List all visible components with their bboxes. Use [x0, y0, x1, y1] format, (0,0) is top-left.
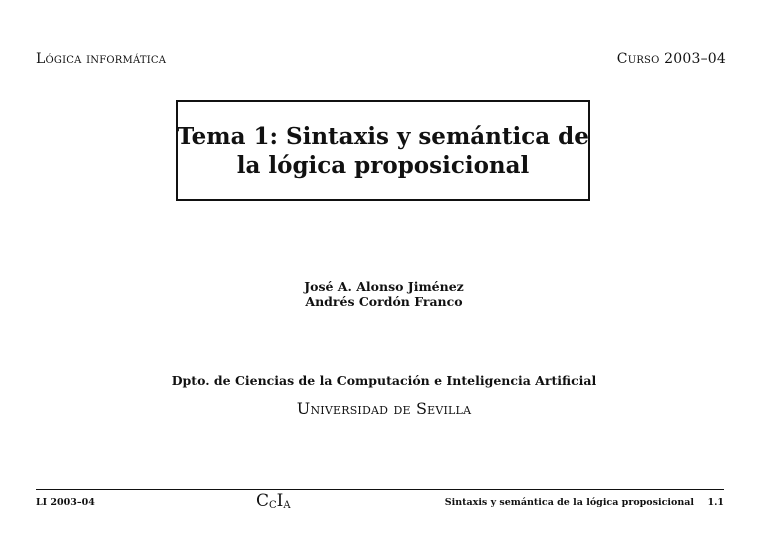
footer-course-code: LI 2003–04	[36, 497, 95, 508]
title-box	[176, 100, 590, 201]
title-line-2: la lógica proposicional	[236, 151, 530, 179]
footer-rule	[36, 489, 724, 490]
author-1: José A. Alonso Jiménez	[304, 279, 464, 294]
author-2: Andrés Cordón Franco	[305, 294, 463, 309]
authors-block	[0, 279, 768, 309]
logo-letter-2: I	[276, 491, 284, 511]
university: Universidad de Sevilla	[296, 399, 472, 418]
logo-letter-1: C	[256, 491, 270, 511]
ccia-logo	[256, 491, 291, 511]
department: Dpto. de Ciencias de la Computación e Inteligencia Artificial	[171, 373, 597, 388]
footer-title: Sintaxis y semántica de la lógica proposicional	[444, 497, 694, 508]
logo-sub-2: A	[283, 500, 291, 511]
title-line-1: Tema 1: Sintaxis y semántica de	[177, 122, 589, 150]
header-course-name: Lógica informática	[36, 51, 167, 67]
page-number: 1.1	[707, 497, 724, 508]
header-course-year: Curso 2003–04	[616, 51, 726, 67]
logo-sub-1: C	[269, 500, 277, 511]
